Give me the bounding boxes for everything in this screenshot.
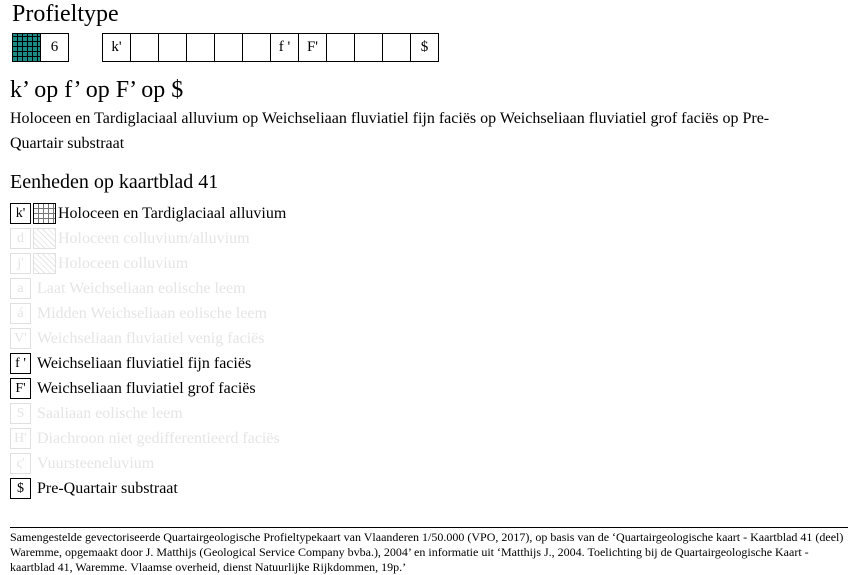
- profile-cell: [354, 33, 383, 62]
- legend-code: ς': [10, 453, 31, 474]
- legend-item: [10, 326, 286, 351]
- legend-label: Weichseliaan fluviatiel grof faciës: [37, 379, 256, 397]
- profile-description: Holoceen en Tardiglaciaal alluvium op Weichseliaan fluviatiel fijn faciës op Weichseliaan fluviatiel grof faciës op Pre-Quartair substraat: [10, 110, 770, 152]
- legend-code: S: [10, 403, 31, 424]
- legend-item: [10, 276, 286, 301]
- legend-list: [10, 201, 286, 501]
- legend-code: F': [10, 378, 31, 399]
- legend-label: Diachroon niet gedifferentieerd faciës: [37, 429, 280, 447]
- page-title: Profieltype: [12, 1, 119, 27]
- legend-item: [10, 376, 286, 401]
- legend-label: Vuursteeneluvium: [37, 454, 155, 472]
- profile-formula: k’ op f’ op F’ op $: [10, 77, 184, 103]
- profile-cell: k': [102, 33, 131, 62]
- legend-label: Holoceen colluvium/alluvium: [58, 229, 250, 247]
- legend-label: Holoceen colluvium: [58, 254, 189, 272]
- hatch-pattern-icon: [33, 228, 56, 249]
- profile-cell: [158, 33, 187, 62]
- legend-code: $: [10, 478, 31, 499]
- legend-item: [10, 201, 286, 226]
- hatch-pattern-icon: [33, 253, 56, 274]
- profile-cell: [130, 33, 159, 62]
- legend-label: Holoceen en Tardiglaciaal alluvium: [58, 204, 287, 222]
- grid-pattern-icon: [12, 33, 41, 62]
- legend-item: [10, 451, 286, 476]
- profile-type-number: 6: [40, 33, 69, 62]
- legend-label: Laat Weichseliaan eolische leem: [37, 279, 246, 297]
- legend-item: [10, 251, 286, 276]
- legend-code: j': [10, 253, 31, 274]
- footer-source-note: Samengestelde gevectoriseerde Quartairgeologische Profieltypekaart van Vlaanderen 1/50.000 (VPO, 2017), op basis van de ‘Quartairgeologische kaart - Kaartblad 41 (deel) Waremme, opgemaakt door J. Matthijs (Geological Service Company bvba.), 2004’ en informatie uit ‘Matthijs J., 2004. Toelichting bij de Quartairgeologische Kaart - kaartblad 41, Waremme. Vlaamse overheid, dienst Natuurlijke Rijkdommen, 19p.’: [10, 527, 848, 575]
- profile-cell: [242, 33, 271, 62]
- legend-item: [10, 401, 286, 426]
- profile-cell: $: [410, 33, 439, 62]
- legend-item: [10, 226, 286, 251]
- profile-cell: f ': [270, 33, 299, 62]
- legend-code: k': [10, 203, 31, 224]
- profile-sequence: [102, 33, 439, 63]
- legend-label: Saaliaan eolische leem: [37, 404, 183, 422]
- legend-label: Weichseliaan fluviatiel fijn faciës: [37, 354, 252, 372]
- legend-item: [10, 301, 286, 326]
- profile-type-box: [12, 33, 69, 63]
- legend-code: H': [10, 428, 31, 449]
- legend-label: Weichseliaan fluviatiel venig faciës: [37, 329, 265, 347]
- units-heading: Eenheden op kaartblad 41: [10, 171, 219, 193]
- profile-cell: [382, 33, 411, 62]
- legend-item: [10, 351, 286, 376]
- legend-code: f ': [10, 353, 31, 374]
- legend-code: V': [10, 328, 31, 349]
- profile-cell: [214, 33, 243, 62]
- legend-code: d: [10, 228, 31, 249]
- legend-code: a: [10, 278, 31, 299]
- legend-label: Midden Weichseliaan eolische leem: [37, 304, 267, 322]
- profile-cell: F': [298, 33, 327, 62]
- profile-cell: [186, 33, 215, 62]
- grid-pattern-icon: [33, 203, 56, 224]
- legend-item: [10, 426, 286, 451]
- legend-code: á: [10, 303, 31, 324]
- legend-label: Pre-Quartair substraat: [37, 479, 178, 497]
- profile-cell: [326, 33, 355, 62]
- legend-item: [10, 476, 286, 501]
